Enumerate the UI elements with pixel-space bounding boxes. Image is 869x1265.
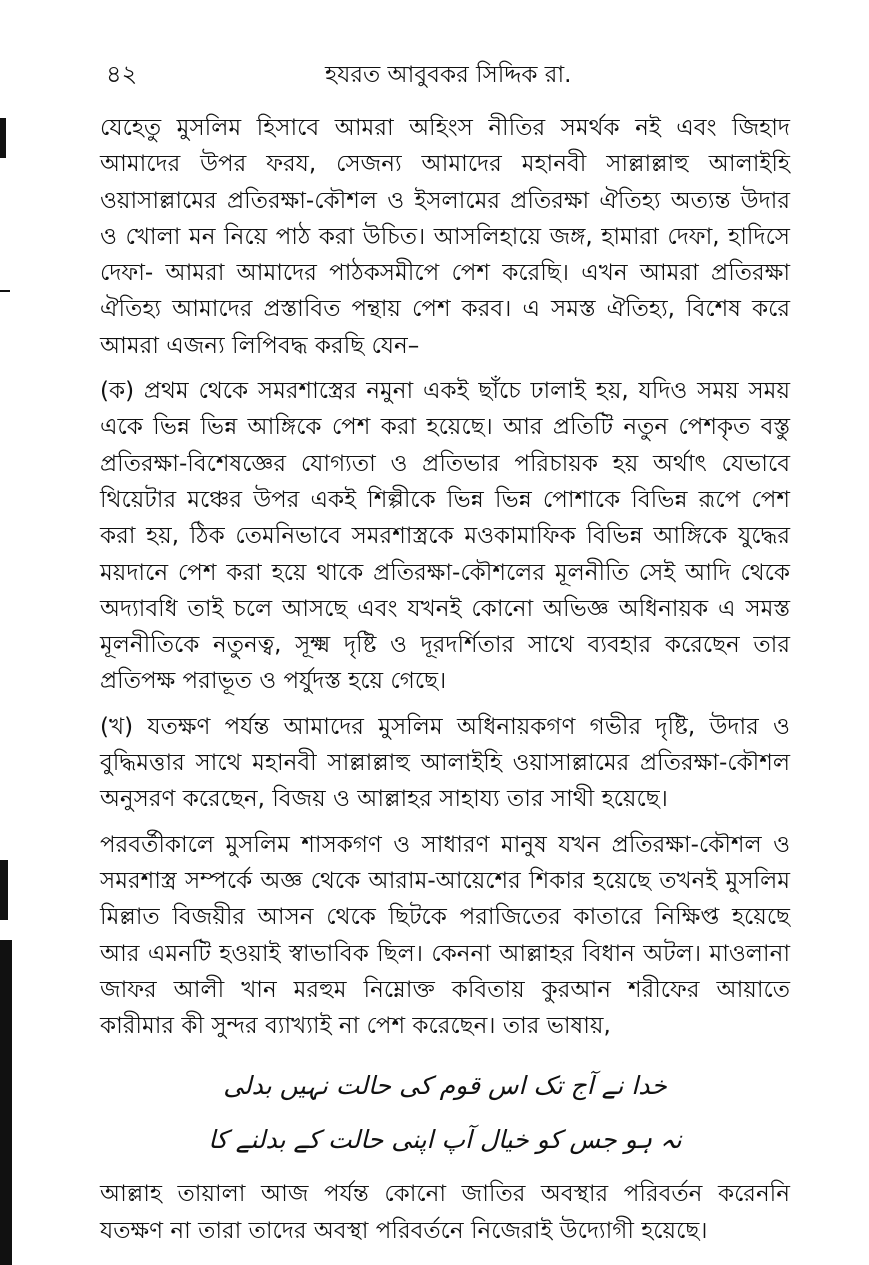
paragraph-ka: (ক) প্রথম থেকে সমরশাস্ত্রের নমুনা একই ছাঁচে ঢালাই হয়, যদিও সময় সময় একে ভিন্ন ভিন্ন আঙ্গিকে পেশ করা হয়েছে। আর প্রতিটি নতুন পেশকৃত বস্তু প্রতিরক্ষা-বিশেষজ্ঞের যোগ্যতা ও প্রতিভার পরিচায়ক হয় অর্থাৎ যেভাবে থিয়েটার মঞ্চের উপর একই শিল্পীকে ভিন্ন ভিন্ন পোশাকে বিভিন্ন রূপে পেশ করা হয়, ঠিক তেমনিভাবে সমরশাস্ত্রকে মওকামাফিক বিভিন্ন আঙ্গিকে যুদ্ধের ময়দানে পেশ করা হয়ে থাকে প্রতিরক্ষা-কৌশলের মূলনীতি সেই আদি থেকে অদ্যাবধি তাই চলে আসছে এবং যখনই কোনো অভিজ্ঞ অধিনায়ক এ সমস্ত মূলনীতিকে নতুনত্ব, সূক্ষ্ম দৃষ্টি ও দূরদর্শিতার সাথে ব্যবহার করেছেন তার প্রতিপক্ষ পরাভূত ও পর্যুদস্ত হয়ে গেছে।: [100, 378, 790, 695]
paragraph-later-period: পরবর্তীকালে মুসলিম শাসকগণ ও সাধারণ মানুষ যখন প্রতিরক্ষা-কৌশল ও সমরশাস্ত্র সম্পর্কে অজ্ঞ থেকে আরাম-আয়েশের শিকার হয়েছে তখনই মুসলিম মিল্লাত বিজয়ীর আসন থেকে ছিটকে পরাজিতের কাতারে নিক্ষিপ্ত হয়েছে আর এমনটি হওয়াই স্বাভাবিক ছিল। কেননা আল্লাহর বিধান অটল। মাওলানা জাফর আলী খান মরহুম নিম্নোক্ত কবিতায় কুরআন শরীফের আয়াতে কারীমার কী সুন্দর ব্যাখ্যাই না পেশ করেছেন। তার ভাষায়,: [100, 831, 790, 1040]
running-title: হযরত আবুবকর সিদ্দিক রা.: [325, 62, 572, 88]
page-number: ৪২: [106, 60, 138, 88]
page-header: [100, 56, 800, 92]
paragraph-closing: আল্লাহ তায়ালা আজ পর্যন্ত কোনো জাতির অবস্থার পরিবর্তন করেননি যতক্ষণ না তারা তাদের অবস্থা পরিবর্তনে নিজেরাই উদ্যোগী হয়েছে।: [100, 1181, 790, 1244]
paragraph-kha: (খ) যতক্ষণ পর্যন্ত আমাদের মুসলিম অধিনায়কগণ গভীর দৃষ্টি, উদার ও বুদ্ধিমত্তার সাথে মহানবী সাল্লাল্লাহু আলাইহি ওয়াসাল্লামের প্রতিরক্ষা-কৌশল অনুসরণ করেছেন, বিজয় ও আল্লাহর সাহায্য তার সাথী হয়েছে।: [100, 713, 790, 813]
urdu-couplet-line-2: نہ ہو جس کو خیال آپ اپنی حالت کے بدلنے کا: [208, 1125, 682, 1155]
scan-edge-mark: [0, 940, 12, 1265]
body-text: [100, 110, 790, 1258]
paragraph-intro: যেহেতু মুসলিম হিসাবে আমরা অহিংস নীতির সমর্থক নই এবং জিহাদ আমাদের উপর ফরয, সেজন্য আমাদের মহানবী সাল্লাল্লাহু আলাইহি ওয়াসাল্লামের প্রতিরক্ষা-কৌশল ও ইসলামের প্রতিরক্ষা ঐতিহ্য অত্যন্ত উদার ও খোলা মন নিয়ে পাঠ করা উচিত। আসলিহায়ে জঙ্গ, হামারা দেফা, হাদিসে দেফা- আমরা আমাদের পাঠকসমীপে পেশ করেছি। এখন আমরা প্রতিরক্ষা ঐতিহ্য আমাদের প্রস্তাবিত পন্থায় পেশ করব। এ সমস্ত ঐতিহ্য, বিশেষ করে আমরা এজন্য লিপিবদ্ধ করছি যেন–: [100, 115, 790, 359]
scan-edge-mark: [0, 860, 8, 920]
scan-edge-mark: [0, 290, 10, 292]
urdu-couplet-line-1: خدا نے آج تک اس قوم کی حالت نہیں بدلی: [223, 1071, 667, 1101]
scan-edge-mark: [0, 118, 6, 158]
